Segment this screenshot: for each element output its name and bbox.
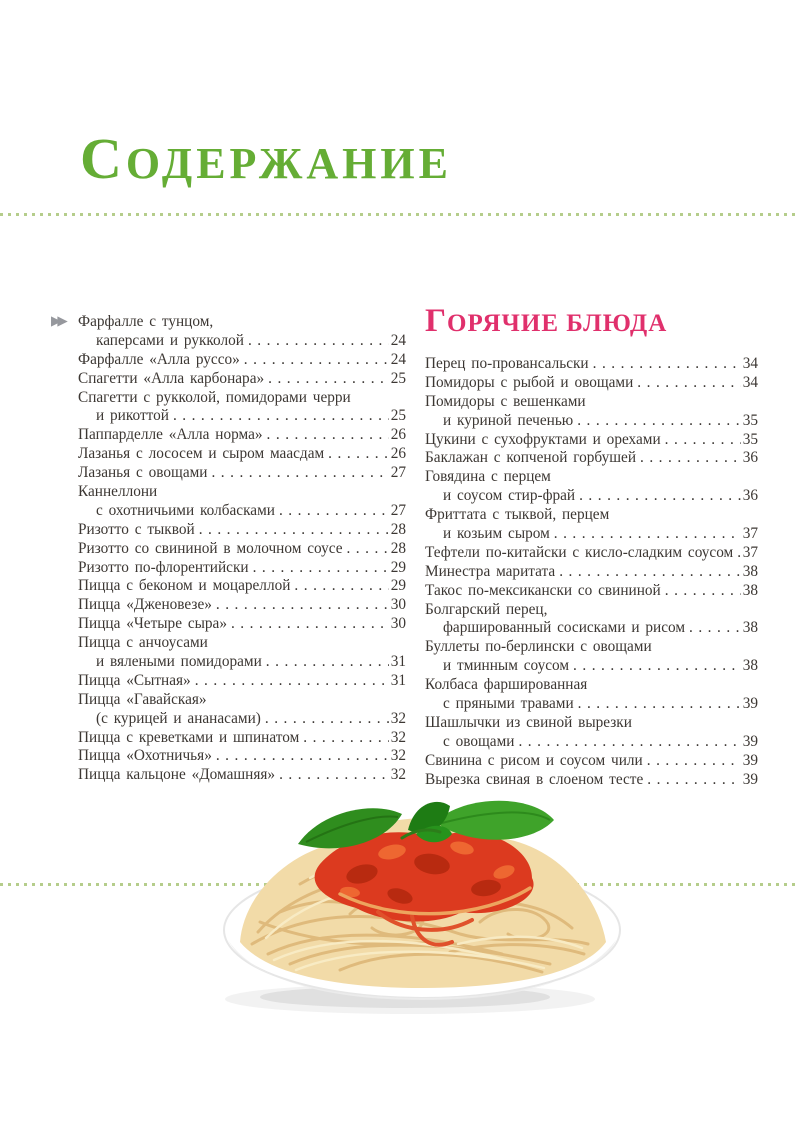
toc-entry-page-number: 36 — [742, 449, 758, 467]
toc-entry — [425, 393, 758, 412]
toc-entry — [78, 540, 406, 559]
toc-entry — [78, 407, 406, 426]
toc-entry-page-number: 30 — [390, 615, 406, 633]
toc-entry — [78, 672, 406, 691]
toc-entry — [78, 426, 406, 445]
toc-entry-page-number: 36 — [742, 487, 758, 505]
toc-entry — [78, 577, 406, 596]
dot-leader — [290, 577, 388, 596]
toc-entry-title: Баклажан с копченой горбушей — [425, 449, 637, 467]
dot-leader — [573, 412, 740, 431]
dot-leader — [195, 521, 389, 540]
toc-entry-title: Ризотто со свининой в молочном соусе — [78, 539, 343, 557]
toc-entry-page-number: 38 — [742, 619, 758, 637]
toc-entry — [78, 615, 406, 634]
toc-entry-page-number: 32 — [390, 747, 406, 765]
toc-entry-page-number: 37 — [742, 525, 758, 543]
toc-entry-title: Пицца «Гавайская» — [78, 690, 207, 708]
toc-entry-page-number: 27 — [390, 464, 406, 482]
dot-leader — [643, 752, 741, 771]
toc-entry-title: Перец по-провансальски — [425, 355, 589, 372]
toc-entry-title: и рикоттой — [96, 407, 169, 425]
toc-entry-page-number: 31 — [390, 671, 406, 689]
toc-entry — [78, 332, 406, 351]
dot-leader — [643, 771, 740, 790]
toc-entry-title: Фриттата с тыквой, перцем — [425, 506, 610, 524]
toc-entry — [78, 653, 406, 672]
toc-entry-title: Пицца «Четыре сыра» — [78, 615, 227, 633]
toc-entry — [78, 389, 406, 408]
toc-entry-title: Цукини с сухофруктами и орехами — [425, 430, 661, 448]
toc-entry — [78, 370, 406, 389]
toc-entry-page-number: 25 — [390, 369, 406, 387]
toc-entry — [425, 676, 758, 695]
dot-leader — [661, 431, 741, 450]
dot-leader — [240, 351, 389, 370]
dot-leader — [569, 657, 741, 676]
dot-leader — [212, 747, 389, 766]
toc-entry-title: Такос по-мексикански со свининой — [425, 581, 661, 599]
toc-entry-title: и козьим сыром — [443, 525, 550, 543]
dot-leader — [733, 544, 740, 563]
dot-leader — [275, 502, 389, 521]
dot-leader — [550, 525, 741, 544]
toc-entry — [78, 483, 406, 502]
toc-entry-page-number: 24 — [390, 331, 406, 349]
dot-leader — [555, 563, 741, 582]
spaghetti-photo — [200, 792, 636, 1018]
toc-entry-page-number: 27 — [390, 501, 406, 519]
toc-entry — [78, 521, 406, 540]
toc-entry — [78, 502, 406, 521]
toc-entry — [425, 619, 758, 638]
toc-entry — [425, 771, 758, 790]
toc-entry-page-number: 39 — [742, 770, 758, 788]
dot-leader — [514, 733, 740, 752]
toc-entry-page-number: 37 — [742, 543, 758, 561]
toc-entry — [425, 714, 758, 733]
toc-entry — [425, 506, 758, 525]
toc-entry — [425, 487, 758, 506]
toc-entry-title: с овощами — [443, 732, 515, 750]
toc-entry-title: и соусом стир-фрай — [443, 487, 576, 505]
toc-entry-title: и вялеными помидорами — [96, 653, 262, 671]
toc-entry-page-number: 35 — [742, 411, 758, 429]
toc-entry-title: Пицца с анчоусами — [78, 634, 208, 652]
toc-entry-title: Помидоры с вешенками — [425, 392, 586, 410]
toc-entry — [78, 634, 406, 653]
toc-entry-title: (с курицей и ананасами) — [96, 709, 261, 727]
toc-entry — [425, 563, 758, 582]
page-title: СОДЕРЖАНИЕ — [80, 126, 452, 191]
dot-leader — [264, 370, 389, 389]
toc-entry-page-number: 30 — [390, 596, 406, 614]
toc-entry-title: Тефтели по-китайски с кисло-сладким соусом — [425, 543, 734, 561]
dot-leader — [261, 710, 389, 729]
toc-entry — [78, 559, 406, 578]
toc-entry-title: Спагетти «Алла карбонара» — [78, 369, 265, 387]
toc-entry-title: Фарфалле с тунцом, — [78, 313, 214, 330]
toc-entry-title: с пряными травами — [443, 695, 574, 713]
dot-leader — [299, 729, 388, 748]
toc-entry — [425, 412, 758, 431]
toc-entry — [425, 449, 758, 468]
spaghetti-illustration — [200, 792, 636, 1018]
toc-right-rows — [425, 355, 758, 789]
toc-entry-title: фаршированный сосисками и рисом — [443, 619, 686, 637]
dot-leader — [191, 672, 389, 691]
toc-entry-title: Ризотто по-флорентийски — [78, 558, 249, 576]
toc-entry-title: Пицца «Дженовезе» — [78, 596, 212, 614]
toc-entry-page-number: 29 — [390, 577, 406, 595]
dot-leader — [324, 445, 389, 464]
toc-entry-title: Буллеты по-берлински с овощами — [425, 638, 652, 656]
toc-entry-title: Паппарделле «Алла норма» — [78, 426, 263, 444]
toc-entry-page-number: 39 — [742, 695, 758, 713]
dot-leader — [661, 582, 741, 601]
toc-entry — [425, 374, 758, 393]
toc-entry-page-number: 32 — [390, 766, 406, 784]
toc-entry-page-number: 28 — [390, 539, 406, 557]
toc-entry-title: Лазанья с овощами — [78, 464, 208, 482]
toc-entry-page-number: 26 — [390, 426, 406, 444]
toc-entry — [78, 464, 406, 483]
toc-entry-page-number: 28 — [390, 520, 406, 538]
dot-leader — [207, 464, 388, 483]
toc-entry-title: Пицца с креветками и шпинатом — [78, 728, 300, 746]
dot-leader — [685, 619, 741, 638]
top-dotted-divider — [0, 213, 800, 216]
dot-leader — [575, 487, 741, 506]
toc-entry-page-number: 39 — [742, 732, 758, 750]
dot-leader — [263, 426, 389, 445]
toc-entry-title: Свинина с рисом и соусом чили — [425, 751, 643, 769]
dot-leader — [589, 355, 741, 374]
toc-entry — [425, 638, 758, 657]
toc-entry-title: Пицца «Охотничья» — [78, 747, 212, 765]
toc-entry-title: и куриной печенью — [443, 411, 574, 429]
toc-entry — [425, 431, 758, 450]
toc-entry-title: Говядина с перцем — [425, 468, 551, 486]
dot-leader — [244, 332, 389, 351]
toc-entry-title: Каннеллони — [78, 483, 158, 501]
toc-entry — [78, 596, 406, 615]
toc-entry — [78, 747, 406, 766]
toc-entry-title: Пицца «Сытная» — [78, 671, 191, 689]
toc-entry-title: Лазанья с лососем и сыром маасдам — [78, 445, 325, 463]
toc-entry-page-number: 38 — [742, 562, 758, 580]
toc-entry — [425, 544, 758, 563]
toc-right-column — [425, 303, 758, 789]
dot-leader — [212, 596, 389, 615]
toc-entry-title: Минестра маритата — [425, 562, 556, 580]
toc-entry — [425, 752, 758, 771]
toc-entry-page-number: 32 — [390, 709, 406, 727]
toc-entry-page-number: 25 — [390, 407, 406, 425]
toc-entry — [425, 525, 758, 544]
toc-entry-title: Болгарский перец, — [425, 600, 548, 618]
toc-entry — [425, 733, 758, 752]
toc-entry-page-number: 34 — [742, 373, 758, 391]
toc-entry-page-number: 35 — [742, 430, 758, 448]
toc-entry-page-number: 31 — [390, 653, 406, 671]
toc-entry-page-number: 26 — [390, 445, 406, 463]
toc-entry — [425, 355, 758, 374]
dot-leader — [275, 766, 389, 785]
toc-entry-page-number: 32 — [390, 728, 406, 746]
toc-entry-title: Фарфалле «Алла руссо» — [78, 350, 240, 368]
dot-leader — [636, 449, 741, 468]
toc-entry — [78, 351, 406, 370]
toc-entry — [78, 313, 406, 332]
toc-entry-title: и тминным соусом — [443, 657, 570, 675]
toc-entry-title: Спагетти с рукколой, помидорами черри — [78, 388, 351, 406]
toc-entry — [78, 710, 406, 729]
toc-left-rows — [78, 313, 406, 785]
toc-entry-page-number: 38 — [742, 581, 758, 599]
toc-entry — [78, 445, 406, 464]
toc-entry-title: Шашлычки из свиной вырезки — [425, 713, 632, 731]
toc-entry-title: Колбаса фаршированная — [425, 676, 588, 694]
toc-entry — [425, 601, 758, 620]
toc-entry-title: Пицца с беконом и моцареллой — [78, 577, 291, 595]
dot-leader — [249, 559, 389, 578]
toc-entry-title: каперсами и рукколой — [96, 331, 244, 349]
toc-entry — [425, 582, 758, 601]
toc-entry — [425, 468, 758, 487]
dot-leader — [227, 615, 389, 634]
toc-entry — [78, 729, 406, 748]
section-heading-hot-dishes: ГОРЯЧИЕ БЛЮДА — [425, 303, 668, 339]
toc-left-column — [51, 313, 406, 785]
toc-entry-title: с охотничьими колбасками — [96, 501, 275, 519]
dot-leader — [633, 374, 740, 393]
toc-entry-page-number: 29 — [390, 558, 406, 576]
toc-entry-page-number: 39 — [742, 751, 758, 769]
toc-entry-title: Пицца кальцоне «Домашняя» — [78, 766, 276, 784]
dot-leader — [342, 540, 388, 559]
toc-entry-page-number: 34 — [742, 355, 758, 372]
toc-entry — [425, 695, 758, 714]
dot-leader — [169, 407, 389, 426]
toc-entry-title: Ризотто с тыквой — [78, 520, 195, 538]
toc-entry — [425, 657, 758, 676]
double-arrow-icon: ▶▶ — [51, 313, 64, 329]
toc-entry — [78, 691, 406, 710]
toc-entry-title: Вырезка свиная в слоеном тесте — [425, 770, 644, 788]
toc-entry-title: Помидоры с рыбой и овощами — [425, 373, 634, 391]
toc-entry — [78, 766, 406, 785]
dot-leader — [574, 695, 741, 714]
toc-entry-page-number: 24 — [390, 350, 406, 368]
toc-entry-page-number: 38 — [742, 657, 758, 675]
dot-leader — [262, 653, 389, 672]
